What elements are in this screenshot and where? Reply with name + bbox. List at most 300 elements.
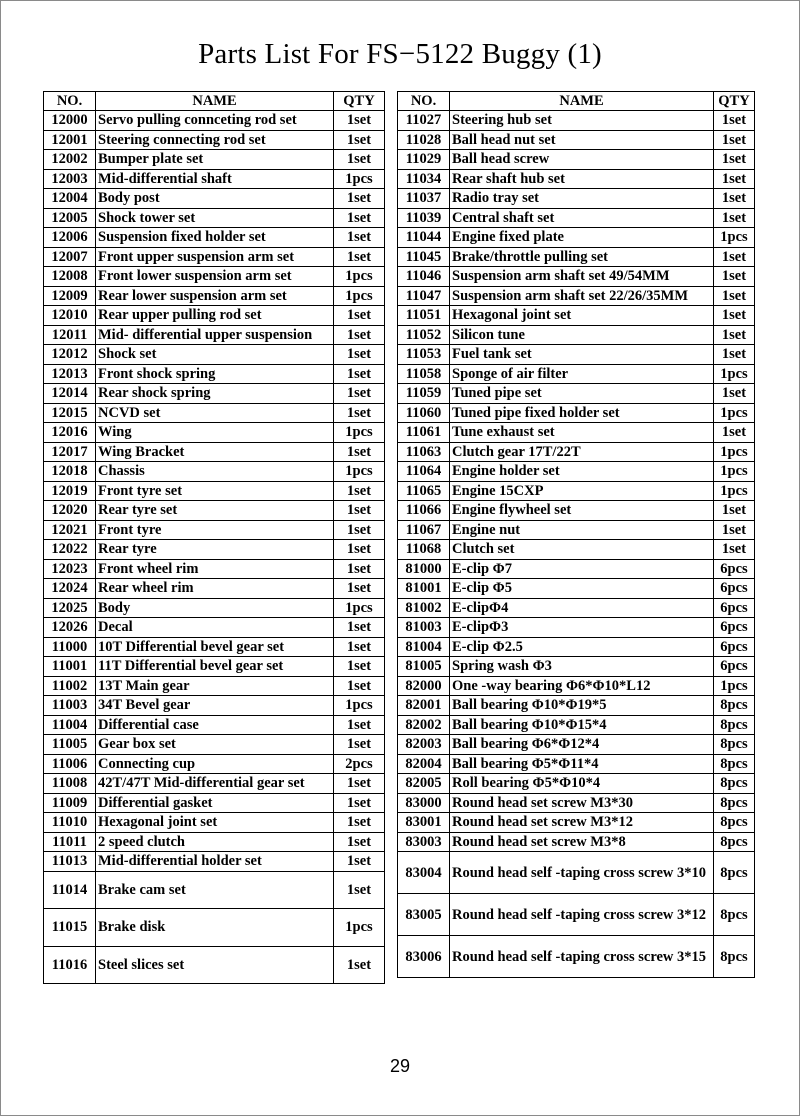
part-qty: 1set [334, 325, 385, 345]
part-number: 11044 [398, 228, 450, 248]
part-name: Brake disk [96, 909, 334, 947]
part-name: One -way bearing Φ6*Φ10*L12 [450, 676, 714, 696]
table-row [398, 579, 755, 599]
header-qty: QTY [714, 92, 755, 111]
table-row [44, 657, 385, 677]
part-qty: 1set [334, 793, 385, 813]
part-name: Engine flywheel set [450, 501, 714, 521]
part-name: Front wheel rim [96, 559, 334, 579]
part-number: 82002 [398, 715, 450, 735]
part-name: NCVD set [96, 403, 334, 423]
table-row [398, 793, 755, 813]
table-row [398, 520, 755, 540]
part-qty: 1set [714, 189, 755, 209]
part-name: Sponge of air filter [450, 364, 714, 384]
table-row [44, 618, 385, 638]
table-row [398, 696, 755, 716]
part-name: Differential gasket [96, 793, 334, 813]
part-name: Servo pulling connceting rod set [96, 111, 334, 131]
part-number: 12014 [44, 384, 96, 404]
part-name: Shock set [96, 345, 334, 365]
part-qty: 1set [334, 946, 385, 984]
table-row [44, 813, 385, 833]
part-number: 12022 [44, 540, 96, 560]
part-name: Suspension fixed holder set [96, 228, 334, 248]
part-qty: 1set [714, 267, 755, 287]
table-row [398, 267, 755, 287]
table-row [398, 481, 755, 501]
part-qty: 1set [334, 540, 385, 560]
table-row [398, 364, 755, 384]
part-name: Front tyre [96, 520, 334, 540]
part-number: 81002 [398, 598, 450, 618]
part-qty: 1set [334, 637, 385, 657]
part-name: Rear lower suspension arm set [96, 286, 334, 306]
table-row [398, 754, 755, 774]
part-number: 11006 [44, 754, 96, 774]
part-name: Connecting cup [96, 754, 334, 774]
part-qty: 1pcs [714, 462, 755, 482]
part-name: Engine nut [450, 520, 714, 540]
table-row [44, 384, 385, 404]
part-qty: 1set [334, 111, 385, 131]
part-name: Central shaft set [450, 208, 714, 228]
part-name: Body post [96, 189, 334, 209]
part-number: 12010 [44, 306, 96, 326]
table-row [398, 150, 755, 170]
part-number: 11058 [398, 364, 450, 384]
part-qty: 6pcs [714, 657, 755, 677]
table-row [44, 442, 385, 462]
part-qty: 8pcs [714, 774, 755, 794]
part-qty: 1set [334, 676, 385, 696]
part-qty: 2pcs [334, 754, 385, 774]
part-number: 82001 [398, 696, 450, 716]
part-number: 12002 [44, 150, 96, 170]
part-qty: 6pcs [714, 637, 755, 657]
part-number: 11005 [44, 735, 96, 755]
table-row [398, 306, 755, 326]
part-number: 12011 [44, 325, 96, 345]
part-qty: 8pcs [714, 754, 755, 774]
part-number: 81000 [398, 559, 450, 579]
part-name: Round head self -taping cross screw 3*15 [450, 936, 714, 978]
table-row [44, 540, 385, 560]
part-qty: 6pcs [714, 579, 755, 599]
table-row [398, 189, 755, 209]
part-number: 81005 [398, 657, 450, 677]
part-qty: 1pcs [334, 462, 385, 482]
part-name: Ball bearing Φ5*Φ11*4 [450, 754, 714, 774]
table-row [44, 130, 385, 150]
header-no: NO. [44, 92, 96, 111]
part-qty: 1set [714, 325, 755, 345]
part-name: Round head self -taping cross screw 3*10 [450, 852, 714, 894]
part-qty: 1set [714, 540, 755, 560]
part-qty: 1set [714, 384, 755, 404]
table-row [44, 208, 385, 228]
table-row [398, 403, 755, 423]
part-qty: 1set [334, 774, 385, 794]
table-row [398, 637, 755, 657]
part-qty: 1set [334, 852, 385, 872]
table-row [44, 325, 385, 345]
header-row [398, 92, 755, 111]
part-number: 12007 [44, 247, 96, 267]
part-name: Tune exhaust set [450, 423, 714, 443]
part-name: 42T/47T Mid-differential gear set [96, 774, 334, 794]
part-qty: 8pcs [714, 832, 755, 852]
part-qty: 1pcs [714, 676, 755, 696]
part-name: Chassis [96, 462, 334, 482]
part-number: 12023 [44, 559, 96, 579]
part-number: 12001 [44, 130, 96, 150]
part-qty: 1set [334, 715, 385, 735]
part-name: 11T Differential bevel gear set [96, 657, 334, 677]
part-qty: 1set [334, 208, 385, 228]
part-qty: 1pcs [334, 909, 385, 947]
part-name: Wing Bracket [96, 442, 334, 462]
table-row [44, 579, 385, 599]
part-name: E-clipΦ3 [450, 618, 714, 638]
table-row [44, 696, 385, 716]
part-number: 83005 [398, 894, 450, 936]
part-name: Ball bearing Φ6*Φ12*4 [450, 735, 714, 755]
part-qty: 1set [714, 423, 755, 443]
part-name: Roll bearing Φ5*Φ10*4 [450, 774, 714, 794]
part-number: 11004 [44, 715, 96, 735]
part-name: Rear tyre set [96, 501, 334, 521]
part-number: 11047 [398, 286, 450, 306]
header-name: NAME [450, 92, 714, 111]
part-name: Front tyre set [96, 481, 334, 501]
part-qty: 1set [334, 247, 385, 267]
part-qty: 1set [714, 286, 755, 306]
table-row [398, 208, 755, 228]
table-row [398, 676, 755, 696]
part-number: 83000 [398, 793, 450, 813]
table-row [44, 871, 385, 909]
part-number: 11010 [44, 813, 96, 833]
part-qty: 1set [334, 150, 385, 170]
table-row [44, 715, 385, 735]
part-qty: 1set [334, 559, 385, 579]
part-number: 82004 [398, 754, 450, 774]
table-row [44, 501, 385, 521]
part-qty: 1set [334, 189, 385, 209]
part-qty: 1pcs [714, 364, 755, 384]
page-number: 29 [389, 1056, 411, 1076]
table-row [44, 286, 385, 306]
part-name: Rear wheel rim [96, 579, 334, 599]
part-name: Rear shock spring [96, 384, 334, 404]
part-qty: 1set [714, 520, 755, 540]
part-name: Round head set screw M3*12 [450, 813, 714, 833]
part-name: Steering connecting rod set [96, 130, 334, 150]
part-number: 83003 [398, 832, 450, 852]
table-row [44, 520, 385, 540]
part-number: 12026 [44, 618, 96, 638]
part-name: Shock tower set [96, 208, 334, 228]
part-qty: 8pcs [714, 715, 755, 735]
part-number: 11066 [398, 501, 450, 521]
part-name: Mid-differential shaft [96, 169, 334, 189]
part-number: 12020 [44, 501, 96, 521]
part-qty: 1set [334, 228, 385, 248]
part-qty: 8pcs [714, 793, 755, 813]
part-name: Wing [96, 423, 334, 443]
part-name: Steel slices set [96, 946, 334, 984]
parts-table-right [397, 91, 755, 978]
part-name: Hexagonal joint set [450, 306, 714, 326]
table-row [398, 501, 755, 521]
part-name: Differential case [96, 715, 334, 735]
part-qty: 6pcs [714, 559, 755, 579]
part-number: 11068 [398, 540, 450, 560]
part-name: 2 speed clutch [96, 832, 334, 852]
table-row [398, 286, 755, 306]
part-number: 12005 [44, 208, 96, 228]
part-name: E-clip Φ2.5 [450, 637, 714, 657]
part-name: E-clip Φ7 [450, 559, 714, 579]
part-name: Rear tyre [96, 540, 334, 560]
part-name: Suspension arm shaft set 22/26/35MM [450, 286, 714, 306]
part-number: 11029 [398, 150, 450, 170]
part-name: Clutch set [450, 540, 714, 560]
table-row [398, 618, 755, 638]
part-name: Ball bearing Φ10*Φ19*5 [450, 696, 714, 716]
part-number: 11027 [398, 111, 450, 131]
part-number: 12015 [44, 403, 96, 423]
part-number: 11060 [398, 403, 450, 423]
part-qty: 8pcs [714, 894, 755, 936]
header-row [44, 92, 385, 111]
table-row [44, 462, 385, 482]
table-row [44, 228, 385, 248]
header-qty: QTY [334, 92, 385, 111]
part-qty: 1set [334, 871, 385, 909]
part-number: 11002 [44, 676, 96, 696]
part-qty: 1pcs [334, 286, 385, 306]
table-row [44, 403, 385, 423]
part-number: 11053 [398, 345, 450, 365]
table-row [398, 130, 755, 150]
table-row [398, 852, 755, 894]
part-name: Rear shaft hub set [450, 169, 714, 189]
part-qty: 1set [334, 832, 385, 852]
part-number: 11039 [398, 208, 450, 228]
table-row [44, 423, 385, 443]
part-qty: 1pcs [334, 267, 385, 287]
part-qty: 1set [334, 657, 385, 677]
part-number: 11065 [398, 481, 450, 501]
part-number: 83004 [398, 852, 450, 894]
table-row [398, 423, 755, 443]
part-number: 12004 [44, 189, 96, 209]
part-number: 11008 [44, 774, 96, 794]
part-qty: 1pcs [714, 228, 755, 248]
header-no: NO. [398, 92, 450, 111]
table-row [44, 909, 385, 947]
part-name: Radio tray set [450, 189, 714, 209]
table-row [44, 793, 385, 813]
table-row [44, 169, 385, 189]
table-row [398, 936, 755, 978]
table-row [44, 852, 385, 872]
table-row [398, 715, 755, 735]
table-row [398, 384, 755, 404]
part-number: 12013 [44, 364, 96, 384]
part-number: 11064 [398, 462, 450, 482]
part-number: 12019 [44, 481, 96, 501]
part-qty: 1set [714, 345, 755, 365]
part-name: Round head set screw M3*30 [450, 793, 714, 813]
table-row [44, 150, 385, 170]
part-qty: 1set [334, 130, 385, 150]
part-number: 12009 [44, 286, 96, 306]
part-number: 11037 [398, 189, 450, 209]
part-qty: 8pcs [714, 852, 755, 894]
part-name: 10T Differential bevel gear set [96, 637, 334, 657]
table-row [398, 247, 755, 267]
part-name: Ball head nut set [450, 130, 714, 150]
table-row [44, 306, 385, 326]
part-number: 11011 [44, 832, 96, 852]
table-row [44, 832, 385, 852]
table-row [398, 442, 755, 462]
part-qty: 1pcs [334, 598, 385, 618]
part-qty: 8pcs [714, 696, 755, 716]
part-qty: 1set [334, 345, 385, 365]
table-row [398, 345, 755, 365]
table-row [398, 813, 755, 833]
part-qty: 1set [334, 384, 385, 404]
table-row [398, 598, 755, 618]
part-name: Body [96, 598, 334, 618]
part-qty: 1set [714, 150, 755, 170]
table-row [44, 364, 385, 384]
table-row [44, 676, 385, 696]
part-number: 11028 [398, 130, 450, 150]
table-row [398, 111, 755, 131]
part-name: Gear box set [96, 735, 334, 755]
part-number: 12017 [44, 442, 96, 462]
part-name: Ball bearing Φ10*Φ15*4 [450, 715, 714, 735]
part-qty: 1set [334, 501, 385, 521]
part-qty: 1set [714, 247, 755, 267]
part-number: 11046 [398, 267, 450, 287]
table-row [44, 598, 385, 618]
part-name: Tuned pipe set [450, 384, 714, 404]
part-name: Hexagonal joint set [96, 813, 334, 833]
part-qty: 1pcs [714, 403, 755, 423]
part-name: Silicon tune [450, 325, 714, 345]
table-row [398, 894, 755, 936]
part-name: Clutch gear 17T/22T [450, 442, 714, 462]
part-number: 11045 [398, 247, 450, 267]
table-row [44, 247, 385, 267]
part-qty: 1set [334, 520, 385, 540]
part-name: Spring wash Φ3 [450, 657, 714, 677]
part-name: Mid-differential holder set [96, 852, 334, 872]
part-name: Fuel tank set [450, 345, 714, 365]
part-qty: 1set [334, 579, 385, 599]
table-row [398, 774, 755, 794]
part-qty: 1set [714, 130, 755, 150]
part-name: Engine 15CXP [450, 481, 714, 501]
table-row [398, 228, 755, 248]
table-row [44, 735, 385, 755]
part-number: 12024 [44, 579, 96, 599]
part-number: 12018 [44, 462, 96, 482]
part-qty: 1set [714, 111, 755, 131]
part-name: Mid- differential upper suspension [96, 325, 334, 345]
part-name: Brake/throttle pulling set [450, 247, 714, 267]
part-qty: 1set [334, 481, 385, 501]
part-qty: 1set [334, 813, 385, 833]
part-number: 11067 [398, 520, 450, 540]
part-qty: 1set [334, 364, 385, 384]
table-row [44, 754, 385, 774]
part-number: 12021 [44, 520, 96, 540]
part-qty: 1set [714, 169, 755, 189]
part-qty: 1pcs [714, 481, 755, 501]
part-number: 11000 [44, 637, 96, 657]
part-name: Tuned pipe fixed holder set [450, 403, 714, 423]
parts-table-left [43, 91, 385, 984]
part-name: Engine fixed plate [450, 228, 714, 248]
part-number: 12003 [44, 169, 96, 189]
part-name: Front lower suspension arm set [96, 267, 334, 287]
part-number: 11063 [398, 442, 450, 462]
part-number: 83001 [398, 813, 450, 833]
part-name: Round head self -taping cross screw 3*12 [450, 894, 714, 936]
part-qty: 1set [334, 618, 385, 638]
part-name: Bumper plate set [96, 150, 334, 170]
table-row [44, 481, 385, 501]
table-row [44, 189, 385, 209]
part-number: 81004 [398, 637, 450, 657]
table-row [398, 559, 755, 579]
part-qty: 6pcs [714, 598, 755, 618]
header-name: NAME [96, 92, 334, 111]
table-row [44, 946, 385, 984]
part-number: 11003 [44, 696, 96, 716]
part-number: 11014 [44, 871, 96, 909]
part-number: 82003 [398, 735, 450, 755]
part-qty: 8pcs [714, 735, 755, 755]
part-qty: 1set [714, 501, 755, 521]
table-row [44, 111, 385, 131]
part-qty: 1pcs [334, 696, 385, 716]
part-number: 12016 [44, 423, 96, 443]
part-number: 11013 [44, 852, 96, 872]
part-number: 81001 [398, 579, 450, 599]
part-name: Steering hub set [450, 111, 714, 131]
table-row [398, 169, 755, 189]
part-qty: 1set [334, 403, 385, 423]
table-row [398, 462, 755, 482]
part-name: 13T Main gear [96, 676, 334, 696]
table-row [44, 345, 385, 365]
part-qty: 1set [334, 306, 385, 326]
part-number: 11001 [44, 657, 96, 677]
part-number: 81003 [398, 618, 450, 638]
part-number: 11009 [44, 793, 96, 813]
part-number: 12012 [44, 345, 96, 365]
table-row [398, 540, 755, 560]
part-number: 11059 [398, 384, 450, 404]
